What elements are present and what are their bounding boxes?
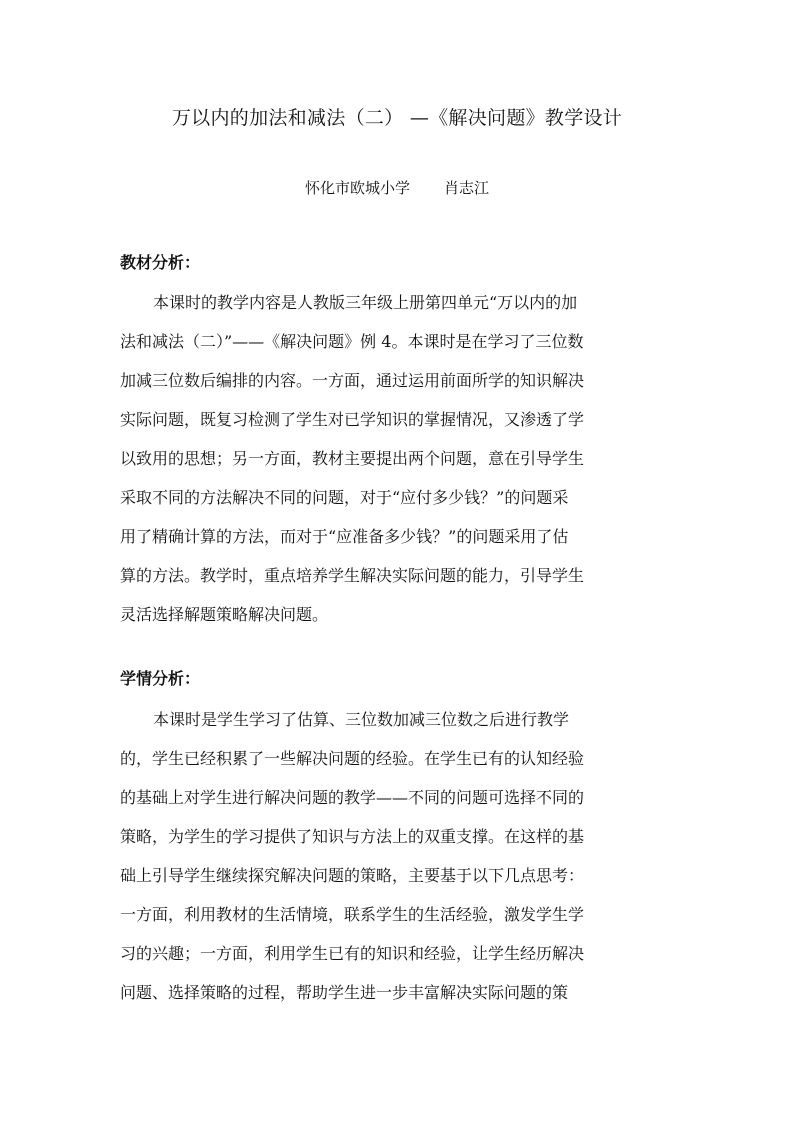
- paragraph-line: 的，学生已经积累了一些解决问题的经验。在学生已有的认知经验: [120, 749, 585, 768]
- section-heading-student-analysis: 学情分析：: [120, 669, 201, 688]
- paragraph-line: 灵活选择解题策略解决问题。: [120, 605, 329, 624]
- author-name: 肖志江: [444, 179, 490, 197]
- paragraph-line: 本课时是学生学习了估算、三位数加减三位数之后进行教学: [153, 710, 570, 729]
- paragraph-line: 用了精确计算的方法，而对于“应准备多少钱？”的问题采用了估: [120, 527, 569, 546]
- paragraph-line: 以致用的思想；另一方面，教材主要提出两个问题，意在引导学生: [120, 449, 585, 468]
- section-heading-textbook-analysis: 教材分析：: [120, 253, 201, 272]
- paragraph-line: 加减三位数后编排的内容。一方面，通过运用前面所学的知识解决: [120, 371, 585, 390]
- paragraph-line: 的基础上对学生进行解决问题的教学——不同的问题可选择不同的: [120, 788, 585, 807]
- paragraph-line: 础上引导学生继续探究解决问题的策略，主要基于以下几点思考：: [120, 866, 585, 885]
- paragraph-line: 一方面，利用教材的生活情境，联系学生的生活经验，激发学生学: [120, 905, 585, 924]
- author-school: 怀化市欧城小学: [304, 179, 410, 197]
- paragraph-line: 法和减法（二）”——《解决问题》例 4。本课时是在学习了三位数: [120, 332, 584, 351]
- paragraph-line: 习的兴趣；一方面，利用学生已有的知识和经验，让学生经历解决: [120, 944, 585, 963]
- paragraph-line: 算的方法。教学时，重点培养学生解决实际问题的能力，引导学生: [120, 566, 585, 585]
- author-line: [0, 176, 794, 200]
- paragraph-line: 采取不同的方法解决不同的问题，对于“应付多少钱？”的问题采: [120, 488, 569, 507]
- paragraph-line: 本课时的教学内容是人教版三年级上册第四单元“万以内的加: [153, 293, 578, 312]
- document-title: 万以内的加法和减法（二） —《解决问题》教学设计: [171, 107, 623, 129]
- paragraph-line: 问题、选择策略的过程，帮助学生进一步丰富解决实际问题的策: [120, 983, 569, 1002]
- paragraph-line: 实际问题，既复习检测了学生对已学知识的掌握情况，又渗透了学: [120, 410, 585, 429]
- paragraph-line: 策略，为学生的学习提供了知识与方法上的双重支撑。在这样的基: [120, 827, 585, 846]
